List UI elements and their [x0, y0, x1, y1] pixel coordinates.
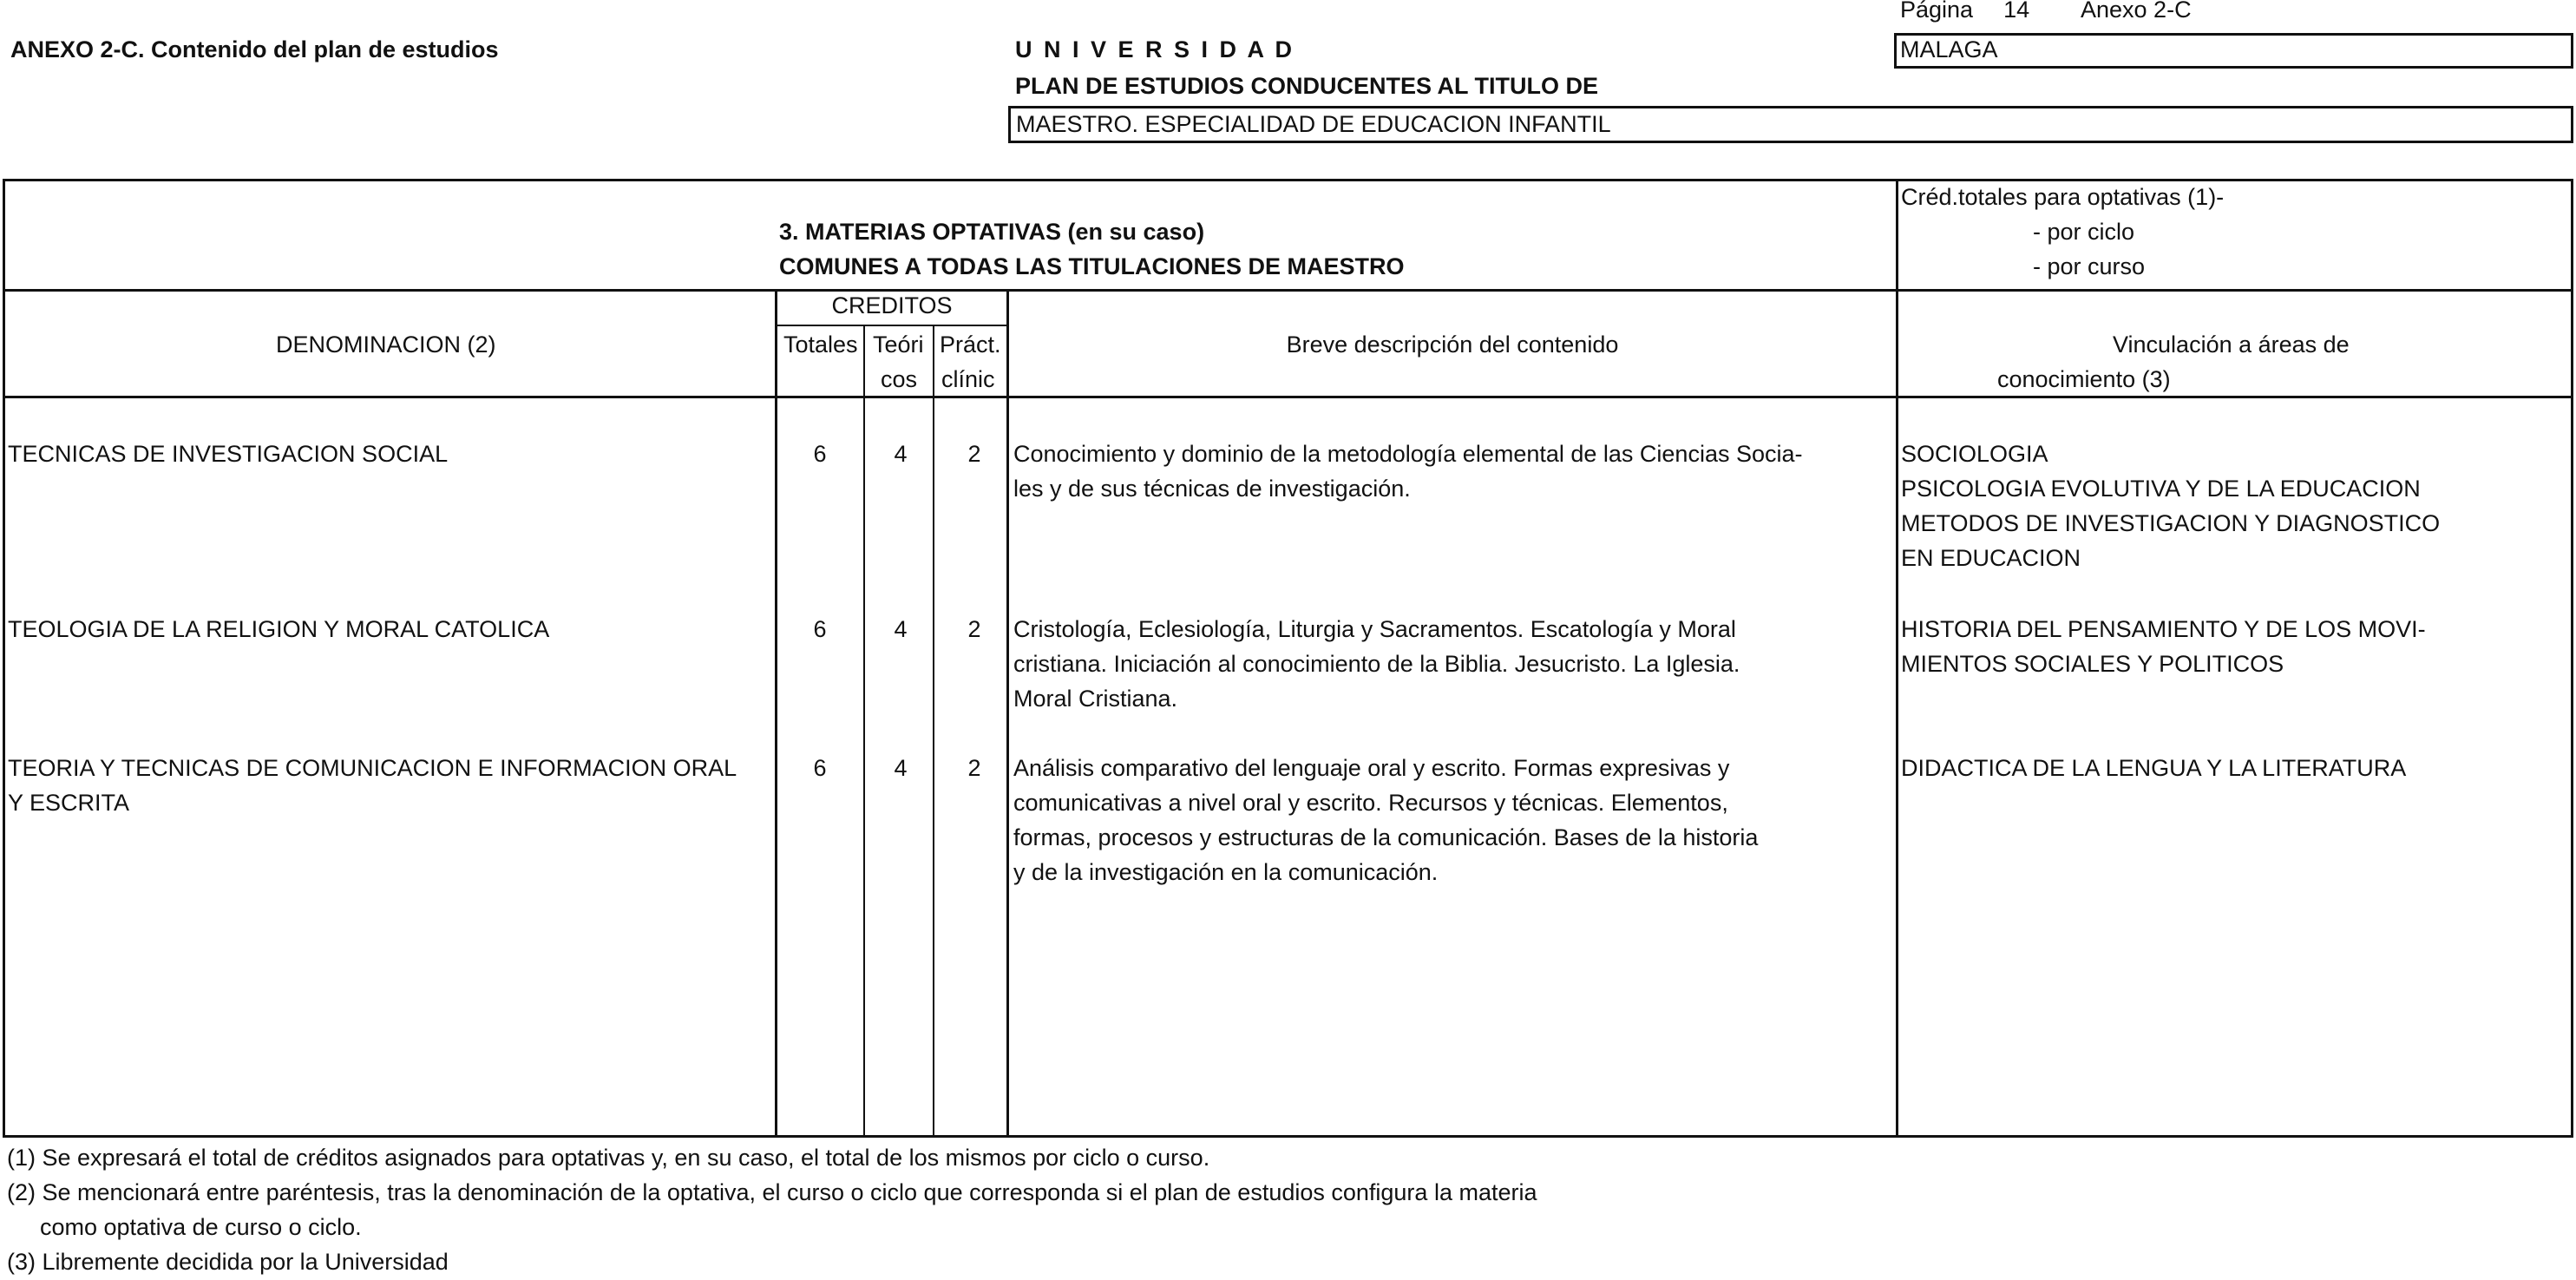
col-practicos-line-1: Práct.	[940, 331, 1001, 358]
denominacion-line: TECNICAS DE INVESTIGACION SOCIAL	[8, 441, 449, 467]
column-rule-vinculacion	[1896, 179, 1898, 1138]
vinculacion-line: MIENTOS SOCIALES Y POLITICOS	[1901, 651, 2284, 677]
column-rule-practicos	[933, 326, 934, 1138]
plan-field	[1008, 106, 2573, 143]
credits-note-line-2: - por ciclo	[2033, 219, 2135, 245]
vinculacion-line: DIDACTICA DE LA LENGUA Y LA LITERATURA	[1901, 755, 2407, 781]
col-totales: Totales	[783, 331, 858, 358]
col-vinculacion-line-2: conocimiento (3)	[1997, 366, 2171, 392]
vinculacion-line: HISTORIA DEL PENSAMIENTO Y DE LOS MOVI-	[1901, 616, 2426, 642]
denominacion-line: TEOLOGIA DE LA RELIGION Y MORAL CATOLICA	[8, 616, 550, 642]
practicos-value: 2	[967, 755, 981, 781]
university-field	[1894, 33, 2573, 69]
annex-reference: Anexo 2-C	[2081, 0, 2192, 23]
descripcion-line: les y de sus técnicas de investigación.	[1013, 476, 1411, 502]
footnote-2-continuation: como optativa de curso o ciclo.	[40, 1214, 362, 1240]
descripcion-line: cristiana. Iniciación al conocimiento de la Biblia. Jesucristo. La Iglesia.	[1013, 651, 1740, 677]
vinculacion-line: EN EDUCACION	[1901, 545, 2081, 571]
table-row-denominacion	[8, 612, 549, 647]
descripcion-line: Cristología, Eclesiología, Liturgia y Sacramentos. Escatología y Moral	[1013, 616, 1736, 642]
descripcion-line: Moral Cristiana.	[1013, 686, 1178, 712]
table-row-vinculacion	[1901, 437, 2440, 575]
columns-divider	[3, 396, 2573, 398]
vinculacion-line: SOCIOLOGIA	[1901, 441, 2048, 467]
section-title: 3. MATERIAS OPTATIVAS (en su caso)	[779, 219, 1205, 245]
footnote-3: (3) Libremente decidida por la Universidad	[7, 1249, 449, 1275]
descripcion-line: comunicativas a nivel oral y escrito. Recursos y técnicas. Elementos,	[1013, 790, 1728, 816]
denominacion-line: Y ESCRITA	[8, 790, 130, 816]
practicos-value: 2	[967, 441, 981, 467]
denominacion-line: TEORIA Y TECNICAS DE COMUNICACION E INFORMACION ORAL	[8, 755, 737, 781]
col-practicos-line-2: clínic	[941, 366, 995, 392]
teoricos-value: 4	[894, 441, 908, 467]
table-row-descripcion	[1013, 751, 1758, 889]
table-row-vinculacion	[1901, 612, 2426, 681]
col-vinculacion-line-1: Vinculación a áreas de	[2113, 331, 2350, 358]
col-teoricos-line-1: Teóri	[873, 331, 924, 358]
page-number-label	[1900, 0, 2029, 23]
credits-note-line-3: - por curso	[2033, 253, 2146, 279]
totales-value: 6	[813, 616, 827, 642]
table-row-descripcion	[1013, 437, 1803, 506]
descripcion-line: Análisis comparativo del lenguaje oral y escrito. Formas expresivas y	[1013, 755, 1730, 781]
university-label: U N I V E R S I D A D	[1015, 36, 1295, 62]
descripcion-line: Conocimiento y dominio de la metodología elemental de las Ciencias Socia-	[1013, 441, 1803, 467]
column-rule-teoricos	[863, 326, 865, 1138]
col-teoricos-line-2: cos	[881, 366, 918, 392]
page-number: 14	[2003, 0, 2030, 23]
vinculacion-line: METODOS DE INVESTIGACION Y DIAGNOSTICO	[1901, 510, 2441, 536]
column-rule-totales	[775, 289, 777, 1138]
totales-value: 6	[813, 755, 827, 781]
teoricos-value: 4	[894, 616, 908, 642]
totales-value: 6	[813, 441, 827, 467]
descripcion-line: y de la investigación en la comunicación.	[1013, 859, 1439, 885]
col-creditos: CREDITOS	[831, 292, 953, 318]
plan-value: MAESTRO. ESPECIALIDAD DE EDUCACION INFANTIL	[1016, 111, 1611, 137]
annex-title: ANEXO 2-C. Contenido del plan de estudios	[10, 36, 499, 62]
footnote-1: (1) Se expresará el total de créditos asignados para optativas y, en su caso, el total de los mismos por ciclo o curso.	[7, 1145, 1210, 1171]
table-row-descripcion	[1013, 612, 1740, 716]
table-row-denominacion	[8, 751, 737, 820]
teoricos-value: 4	[894, 755, 908, 781]
credits-note-line-1: Créd.totales para optativas (1)-	[1901, 184, 2225, 210]
creditos-divider	[775, 325, 1009, 326]
col-denominacion: DENOMINACION (2)	[276, 331, 496, 358]
page-label: Página	[1900, 0, 1974, 23]
section-subtitle: COMUNES A TODAS LAS TITULACIONES DE MAESTRO	[779, 253, 1405, 279]
col-descripcion: Breve descripción del contenido	[1286, 331, 1619, 358]
university-value: MALAGA	[1900, 36, 1998, 62]
descripcion-line: formas, procesos y estructuras de la comunicación. Bases de la historia	[1013, 824, 1759, 850]
plan-label: PLAN DE ESTUDIOS CONDUCENTES AL TITULO DE	[1015, 73, 1599, 99]
table-row-denominacion	[8, 437, 448, 471]
vinculacion-line: PSICOLOGIA EVOLUTIVA Y DE LA EDUCACION	[1901, 476, 2421, 502]
table-row-vinculacion	[1901, 751, 2406, 785]
practicos-value: 2	[967, 616, 981, 642]
column-rule-descripcion	[1006, 289, 1009, 1138]
footnote-2: (2) Se mencionará entre paréntesis, tras la denominación de la optativa, el curso o ciclo que corresponda si el plan de estudios configura la materia	[7, 1179, 1537, 1205]
header-divider	[3, 289, 2573, 292]
